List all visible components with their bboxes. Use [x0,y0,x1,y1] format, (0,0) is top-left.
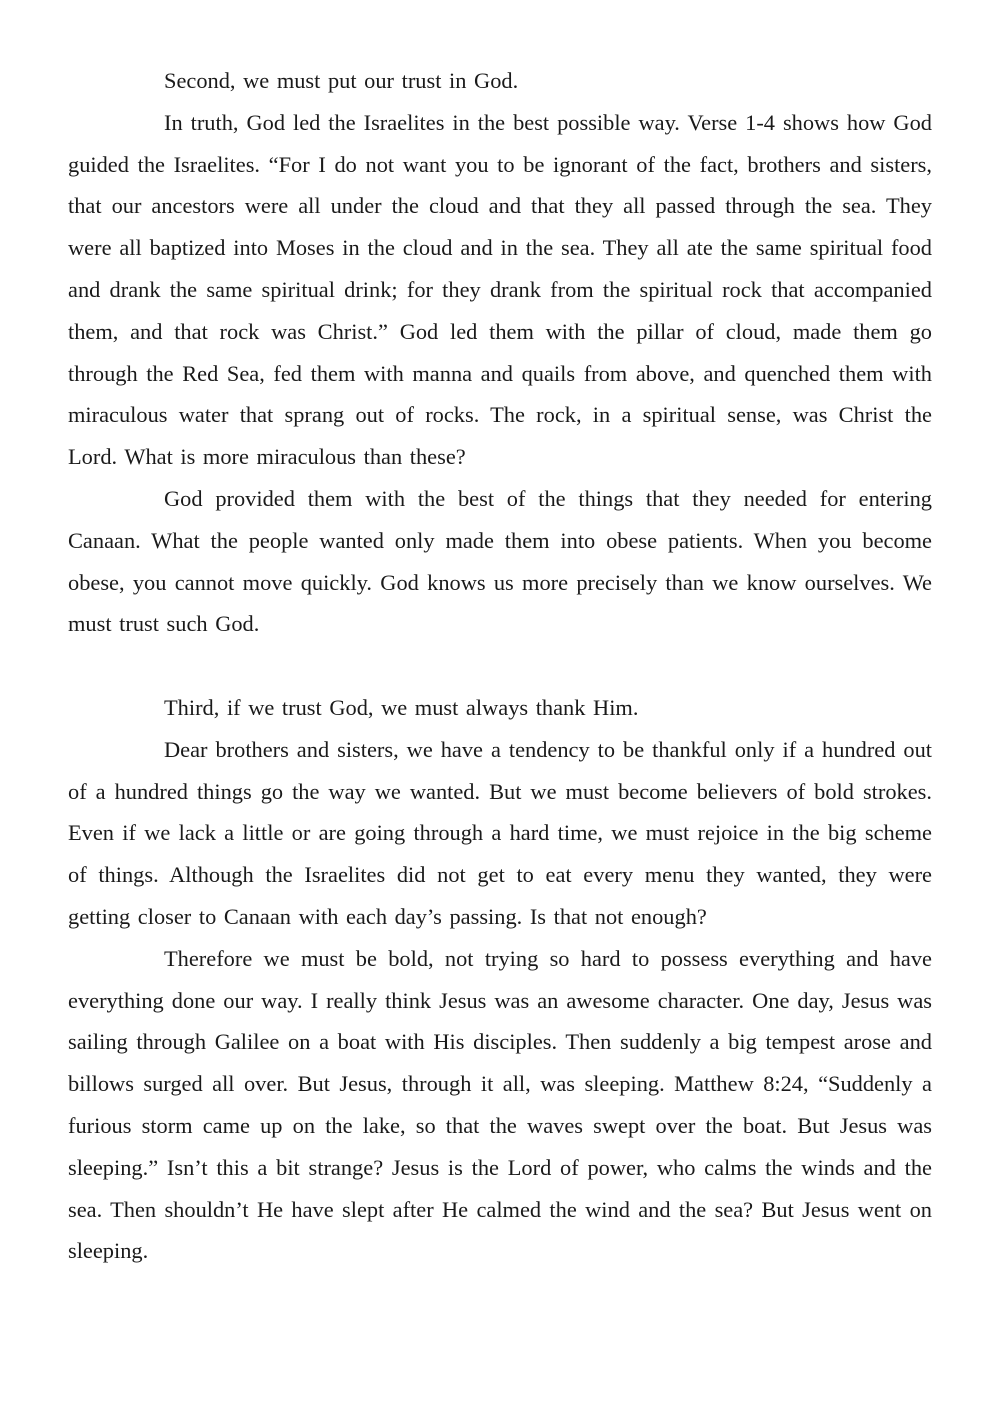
document-page [68,60,932,1272]
body-paragraph: God provided them with the best of the things that they needed for entering Canaan. What the people wanted only made them into obese patients. When you become obese, you cannot move quickly. God knows us more precisely than we know ourselves. We must trust such God. [68,485,932,637]
body-paragraph: Dear brothers and sisters, we have a tendency to be thankful only if a hundred out of a hundred things go the way we wanted. But we must become believers of bold strokes. Even if we lack a little or are going through a hard time, we must rejoice in the big scheme of things. Although the Israelites did not get to eat every menu they wanted, they were getting closer to Canaan with each day’s passing. Is that not enough? [68,736,932,929]
body-paragraph: Therefore we must be bold, not trying so hard to possess everything and have everything done our way. I really think Jesus was an awesome character. One day, Jesus was sailing through Galilee on a boat with His disciples. Then suddenly a big tempest arose and billows surged all over. But Jesus, through it all, was sleeping. Matthew 8:24, “Suddenly a furious storm came up on the lake, so that the waves swept over the boat. But Jesus was sleeping.” Isn’t this a bit strange? Jesus is the Lord of power, who calms the winds and the sea. Then shouldn’t He have slept after He calmed the wind and the sea? But Jesus went on sleeping. [68,945,932,1264]
point-heading-second: Second, we must put our trust in God. [164,68,519,93]
paragraph-spacer [68,645,932,687]
point-heading-third: Third, if we trust God, we must always thank Him. [164,694,639,720]
body-paragraph: In truth, God led the Israelites in the best possible way. Verse 1-4 shows how God guided the Israelites. “For I do not want you to be ignorant of the fact, brothers and sisters, that our ancestors were all under the cloud and that they all passed through the sea. They were all baptized into Moses in the cloud and in the sea. They all ate the same spiritual food and drank the same spiritual drink; for they drank from the spiritual rock that accompanied them, and that rock was Christ.” God led them with the pillar of cloud, made them go through the Red Sea, fed them with manna and quails from above, and quenched them with miraculous water that sprang out of rocks. The rock, in a spiritual sense, was Christ the Lord. What is more miraculous than these? [68,109,932,470]
